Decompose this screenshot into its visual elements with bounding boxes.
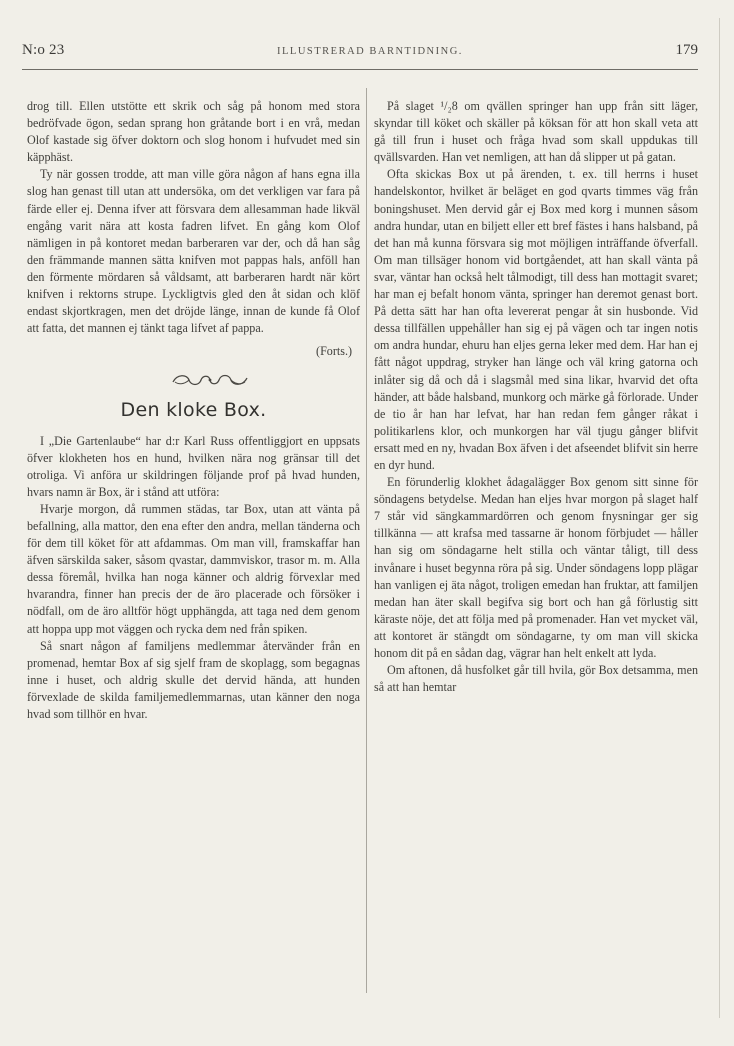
article-paragraph: En förunderlig klokhet ådagalägger Box genom sitt sinne för söndagens betydelse. Medan han eljes hvar morgon på slaget half 7 står vid sängkammardörren och genom fnysningar ger sig tillkänna — att krafsa med tassarne är honom förbjudet — håller han sig om söndagarne helt stilla och väntar tåligt, till dess invånare i huset begynna röra på sig. Under söndagens lopp plägar han vanligen ej äta något, troligen emedan han fruktar, att familjen medan han äter skall begifva sig bort och han gå förlustig sitt käraste nöje, det att följa med på promenader. Han vet mycket väl, att kontoret är stängdt om söndagarne, ty om man vill skicka honom dit på en sådan dag, vägrar han helt enkelt att lyda. bbox=[374, 475, 698, 660]
article-paragraph: Ofta skickas Box ut på ärenden, t. ex. till herrns i huset handelskontor, hvilket är beläget en god qvarts timmes väg från boningshuset. Men dervid går ej Box med korg i munnen såsom andra hundar, utan en biljett eller ett bref fästes i hans halsband, på det han må kunna försvara sig mot möjligen inträffande öfverfall. Om man tillsäger honom vid bortgåendet, att han skall vänta på svar, väntar han också helt tålmodigt, till dess han mottagit svaret; har man ej befalt honom vänta, springer han deremot genast bort. På detta sätt har han ofta levererat pengar åt sin husbonde. Vid dessa tillfällen uppehåller han sig ej på vägen och tar ingen notis om andra hundar, ehuru han eljes gerna leker med dem. Har han ej fått något uppdrag, stryker han länge och väl kring gatorna och inlåter sig då och då i slagsmål med sina likar, hvarvid det ofta händer, att både halsband, munkorg och märke gå förlorade. Under de tio år han har lefvat, har han redan fem gånger råkat i politikarlens klor, och munkorgen har väl tjugu gånger blifvit ersatt med en ny, hvadan Box äfven i det afseendet blifvit sin herre en dyr hund. bbox=[374, 167, 698, 472]
story-paragraph: Ty när gossen trodde, att man ville göra någon af hans egna illa slog han genast till utan att undersöka, om det verkligen var fara på färde eller ej. Denna ifver att försvara dem allesamman hade likväl engång varit nära att kosta fadren lifvet. En gång kom Olof nämligen in på kontoret medan barberaren var der, och då han såg den främmande mannen sätta knifven mot pappas hals, anföll han den förmente mördaren så våldsamt, att barberaren hardt när kört knifven i rektorns strupe. Lyckligtvis gled den åt sidan och klöf endast skjortkragen, men det dröjde länge, innan de kunde få Olof att fatta, det mannen ej tänkt taga lifvet af pappa. bbox=[27, 167, 360, 336]
issue-number: N:o 23 bbox=[22, 42, 65, 58]
article-paragraph: Om aftonen, då husfolket går till hvila, gör Box detsamma, men så att han hemtar bbox=[374, 663, 698, 695]
header-rule bbox=[22, 69, 698, 70]
article-title: Den kloke Box. bbox=[120, 399, 267, 422]
left-column bbox=[27, 98, 360, 723]
article-paragraph: Så snart någon af familjens medlemmar återvänder från en promenad, hemtar Box af sig sjelf fram de skoplagg, som begagnas inne i huset, och aldrig skulle det dervid hända, att hunden förvexlade de skilda familjemedlemmarnas, utan känner den noga hvad som tillhör en hvar. bbox=[27, 638, 360, 721]
article-paragraph: I „Die Gartenlaube“ har d:r Karl Russ offentliggjort en uppsats öfver klokheten hos en hund, hvilken nära nog gränsar till det otroliga. Vi anföra ur skildringen följande prof på hvad hunden, hvars namn är Box, är i stånd att utföra: bbox=[27, 433, 360, 499]
page-edge-line bbox=[719, 18, 720, 1018]
continued-note: (Forts.) bbox=[316, 344, 352, 359]
article-paragraph: På slaget ¹/₂8 om qvällen springer han upp från sitt läger, skyndar till köket och skäller på köksan för att hon skall veta att gå till frun i huset och fråga hvad som skall uppdukas till qvällsvarden. Han vet nemligen, att han då slipper ut på gatan. bbox=[374, 99, 698, 165]
right-column bbox=[374, 98, 698, 696]
article-paragraph: Hvarje morgon, då rummen städas, tar Box, utan att vänta på befallning, alla mattor, den ena efter den andra, mellan tänderna och för dem till köket för att afdammas. Om man vill, framskaffar han äfven särskilda saker, såsom qvastar, dammviskor, trasor m. m. Alla dessa föremål, hvilka han noga känner och aldrig förvexlar med hvarandra, finner han precis der de äro placerade och försöker i nödfall, om de äro alltför högt upphängda, att taga ned dem genom att hoppa upp mot väggen och rycka dem ned från spiken. bbox=[27, 501, 360, 636]
publication-title: ILLUSTRERAD BARNTIDNING. bbox=[277, 46, 463, 57]
page-number: 179 bbox=[675, 42, 698, 58]
ornament-divider-icon bbox=[165, 370, 255, 390]
column-divider bbox=[366, 88, 367, 993]
page-header bbox=[22, 42, 698, 66]
story-paragraph: drog till. Ellen utstötte ett skrik och såg på honom med stora bedröfvade ögon, sedan sprang hon gråtande bort i en vrå, medan Olof kastade sig öfver doktorn och slog honom i hufvudet med sin käpphäst. bbox=[27, 99, 360, 165]
